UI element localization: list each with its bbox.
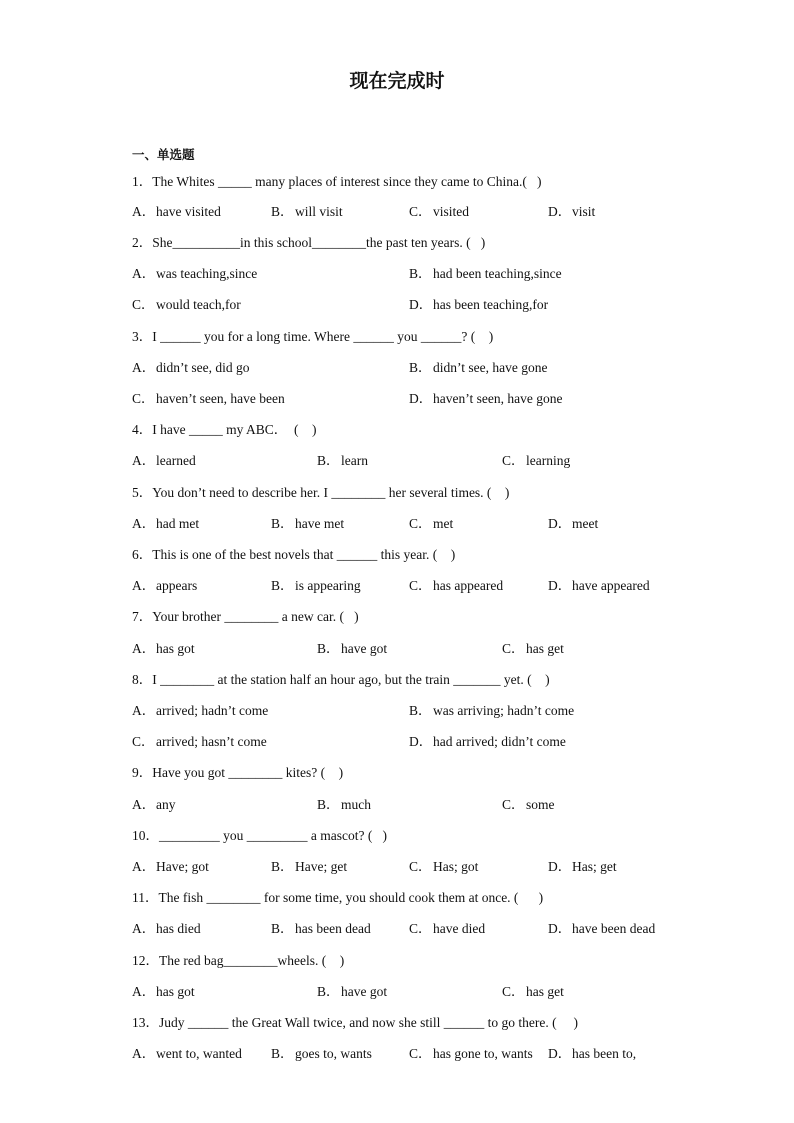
option-text: had met — [156, 516, 200, 531]
option-letter: D． — [548, 859, 572, 874]
option-letter: B． — [271, 578, 294, 593]
question-6-option-d[interactable] — [548, 578, 650, 594]
question-7-option-b[interactable] — [317, 641, 387, 657]
option-text: have got — [341, 984, 388, 999]
option-letter: C． — [502, 641, 525, 656]
option-text: has died — [156, 921, 201, 936]
option-letter: B． — [317, 984, 340, 999]
question-6-option-b[interactable] — [271, 578, 361, 594]
question-11-option-c[interactable] — [409, 921, 485, 937]
question-11-option-d[interactable] — [548, 921, 655, 937]
question-13-option-d[interactable] — [548, 1046, 636, 1062]
question-13-option-c[interactable] — [409, 1046, 533, 1062]
question-4-stem: 4．I have _____ my ABC． ( ) — [132, 422, 317, 437]
question-10-option-d[interactable] — [548, 859, 617, 875]
option-letter: A． — [132, 703, 156, 718]
option-letter: C． — [409, 516, 432, 531]
option-letter: A． — [132, 266, 156, 281]
option-letter: B． — [271, 516, 294, 531]
option-text: has gone to, wants — [433, 1046, 533, 1061]
question-2-stem: 2．She__________in this school________the past ten years. ( ) — [132, 235, 486, 250]
option-letter: D． — [548, 578, 572, 593]
option-letter: D． — [409, 297, 433, 312]
option-letter: C． — [502, 797, 525, 812]
option-text: have been dead — [572, 921, 656, 936]
option-text: was teaching,since — [156, 266, 258, 281]
question-10-stem: 10．_________ you _________ a mascot? ( ) — [132, 828, 387, 843]
question-12-option-a[interactable] — [132, 984, 195, 1000]
option-letter: C． — [409, 859, 432, 874]
question-9-stem: 9．Have you got ________ kites? ( ) — [132, 765, 344, 780]
question-4-option-a[interactable] — [132, 453, 196, 469]
option-text: arrived; hadn’t come — [156, 703, 269, 718]
question-10-options-row — [132, 859, 732, 875]
option-text: has been dead — [295, 921, 371, 936]
question-10-option-b[interactable] — [271, 859, 347, 875]
option-text: visited — [433, 204, 469, 219]
question-6-option-a[interactable] — [132, 578, 197, 594]
option-letter: A． — [132, 453, 156, 468]
option-letter: A． — [132, 797, 156, 812]
question-9-options-row — [132, 797, 732, 813]
option-letter: D． — [548, 1046, 572, 1061]
question-6-option-c[interactable] — [409, 578, 503, 594]
option-text: has been teaching,for — [433, 297, 549, 312]
option-letter: C． — [132, 734, 155, 749]
option-letter: A． — [132, 204, 156, 219]
option-letter: C． — [409, 204, 432, 219]
option-text: Has; get — [572, 859, 617, 874]
option-letter: B． — [409, 360, 432, 375]
option-text: has get — [526, 984, 564, 999]
question-8-stem: 8．I ________ at the station half an hour ago, but the train _______ yet. ( ) — [132, 672, 550, 687]
question-5-options-row — [132, 516, 732, 532]
option-text: visit — [572, 204, 596, 219]
question-7-option-a[interactable] — [132, 641, 195, 657]
question-7-option-c[interactable] — [502, 641, 564, 657]
question-5-option-b[interactable] — [271, 516, 344, 532]
option-letter: C． — [409, 921, 432, 936]
question-2-option-b[interactable] — [409, 266, 562, 282]
question-10-option-c[interactable] — [409, 859, 478, 875]
question-7-options-row — [132, 641, 732, 657]
option-letter: B． — [409, 266, 432, 281]
option-text: is appearing — [295, 578, 361, 593]
question-12-option-c[interactable] — [502, 984, 564, 1000]
option-text: had arrived; didn’t come — [433, 734, 566, 749]
option-text: was arriving; hadn’t come — [433, 703, 575, 718]
question-12-stem: 12．The red bag________wheels. ( ) — [132, 953, 345, 968]
question-5-option-a[interactable] — [132, 516, 199, 532]
page-title: 现在完成时 — [349, 70, 445, 92]
question-4-option-c[interactable] — [502, 453, 570, 469]
option-letter: C． — [132, 297, 155, 312]
option-text: much — [341, 797, 371, 812]
option-letter: D． — [548, 204, 572, 219]
question-1-option-b[interactable] — [271, 204, 343, 220]
question-3-option-b[interactable] — [409, 360, 547, 376]
question-3-stem: 3．I ______ you for a long time. Where ______ you ______? ( ) — [132, 329, 494, 344]
question-11-options-row — [132, 921, 732, 937]
option-letter: C． — [502, 453, 525, 468]
question-8-options-row — [132, 703, 732, 719]
option-letter: B． — [271, 859, 294, 874]
option-text: appears — [156, 578, 198, 593]
option-text: any — [156, 797, 176, 812]
option-text: have got — [341, 641, 388, 656]
question-2-option-d[interactable] — [409, 297, 548, 313]
option-text: arrived; hasn’t come — [156, 734, 267, 749]
question-1-option-a[interactable] — [132, 204, 221, 220]
question-7-stem: 7．Your brother ________ a new car. ( ) — [132, 609, 359, 624]
option-text: has got — [156, 984, 195, 999]
option-text: didn’t see, have gone — [433, 360, 548, 375]
option-letter: A． — [132, 859, 156, 874]
option-letter: B． — [317, 797, 340, 812]
option-text: some — [526, 797, 555, 812]
option-text: learn — [341, 453, 368, 468]
question-13-stem: 13．Judy ______ the Great Wall twice, and now she still ______ to go there. ( ) — [132, 1015, 578, 1030]
option-letter: C． — [502, 984, 525, 999]
question-3-option-c[interactable] — [132, 391, 285, 407]
option-text: meet — [572, 516, 599, 531]
option-letter: A． — [132, 921, 156, 936]
option-text: have died — [433, 921, 486, 936]
question-2-options-row — [132, 266, 732, 282]
question-8-options-row — [132, 734, 732, 750]
option-text: has been to, — [572, 1046, 637, 1061]
question-9-option-a[interactable] — [132, 797, 176, 813]
section-heading: 一、单选题 — [132, 147, 195, 162]
option-text: Has; got — [433, 859, 479, 874]
question-8-option-a[interactable] — [132, 703, 268, 719]
option-letter: C． — [132, 391, 155, 406]
option-text: learned — [156, 453, 196, 468]
question-8-option-c[interactable] — [132, 734, 267, 750]
question-1-option-d[interactable] — [548, 204, 595, 220]
option-letter: A． — [132, 984, 156, 999]
option-letter: B． — [317, 641, 340, 656]
question-4-options-row — [132, 453, 732, 469]
option-letter: C． — [409, 1046, 432, 1061]
option-text: Have; got — [156, 859, 209, 874]
question-3-options-row — [132, 391, 732, 407]
question-12-options-row — [132, 984, 732, 1000]
option-text: have visited — [156, 204, 221, 219]
option-letter: D． — [548, 516, 572, 531]
question-13-options-row — [132, 1046, 732, 1062]
option-text: went to, wanted — [156, 1046, 242, 1061]
question-4-option-b[interactable] — [317, 453, 368, 469]
option-letter: D． — [409, 734, 433, 749]
question-2-option-a[interactable] — [132, 266, 257, 282]
option-text: had been teaching,since — [433, 266, 562, 281]
question-5-option-c[interactable] — [409, 516, 453, 532]
question-9-option-c[interactable] — [502, 797, 555, 813]
question-6-options-row — [132, 578, 732, 594]
question-1-option-c[interactable] — [409, 204, 469, 220]
option-text: have met — [295, 516, 345, 531]
question-3-options-row — [132, 360, 732, 376]
question-5-stem: 5．You don’t need to describe her. I ________ her several times. ( ) — [132, 485, 510, 500]
option-letter: B． — [271, 1046, 294, 1061]
option-letter: D． — [548, 921, 572, 936]
option-letter: A． — [132, 1046, 156, 1061]
question-2-options-row — [132, 297, 732, 313]
question-11-stem: 11．The fish ________ for some time, you should cook them at once. ( ) — [132, 890, 544, 905]
option-text: Have; get — [295, 859, 348, 874]
option-text: would teach,for — [156, 297, 241, 312]
option-letter: A． — [132, 516, 156, 531]
option-text: haven’t seen, have gone — [433, 391, 563, 406]
question-13-option-b[interactable] — [271, 1046, 372, 1062]
option-text: has get — [526, 641, 564, 656]
option-text: will visit — [295, 204, 343, 219]
option-letter: B． — [271, 921, 294, 936]
question-10-option-a[interactable] — [132, 859, 209, 875]
question-9-option-b[interactable] — [317, 797, 371, 813]
option-text: learning — [526, 453, 571, 468]
option-text: has got — [156, 641, 195, 656]
option-letter: C． — [409, 578, 432, 593]
question-6-stem: 6．This is one of the best novels that ______ this year. ( ) — [132, 547, 456, 562]
option-text: has appeared — [433, 578, 504, 593]
option-letter: A． — [132, 578, 156, 593]
option-text: have appeared — [572, 578, 650, 593]
option-letter: B． — [409, 703, 432, 718]
option-letter: A． — [132, 360, 156, 375]
question-11-option-b[interactable] — [271, 921, 371, 937]
option-letter: B． — [271, 204, 294, 219]
question-13-option-a[interactable] — [132, 1046, 242, 1062]
option-text: didn’t see, did go — [156, 360, 250, 375]
option-letter: B． — [317, 453, 340, 468]
option-text: met — [433, 516, 454, 531]
option-text: haven’t seen, have been — [156, 391, 285, 406]
question-1-stem: 1．The Whites _____ many places of interest since they came to China.( ) — [132, 174, 542, 189]
option-letter: D． — [409, 391, 433, 406]
question-8-option-b[interactable] — [409, 703, 574, 719]
question-1-options-row — [132, 204, 732, 220]
option-letter: A． — [132, 641, 156, 656]
question-8-option-d[interactable] — [409, 734, 566, 750]
question-2-option-c[interactable] — [132, 297, 241, 313]
question-12-option-b[interactable] — [317, 984, 387, 1000]
question-3-option-d[interactable] — [409, 391, 562, 407]
question-3-option-a[interactable] — [132, 360, 250, 376]
question-11-option-a[interactable] — [132, 921, 201, 937]
question-5-option-d[interactable] — [548, 516, 598, 532]
option-text: goes to, wants — [295, 1046, 372, 1061]
